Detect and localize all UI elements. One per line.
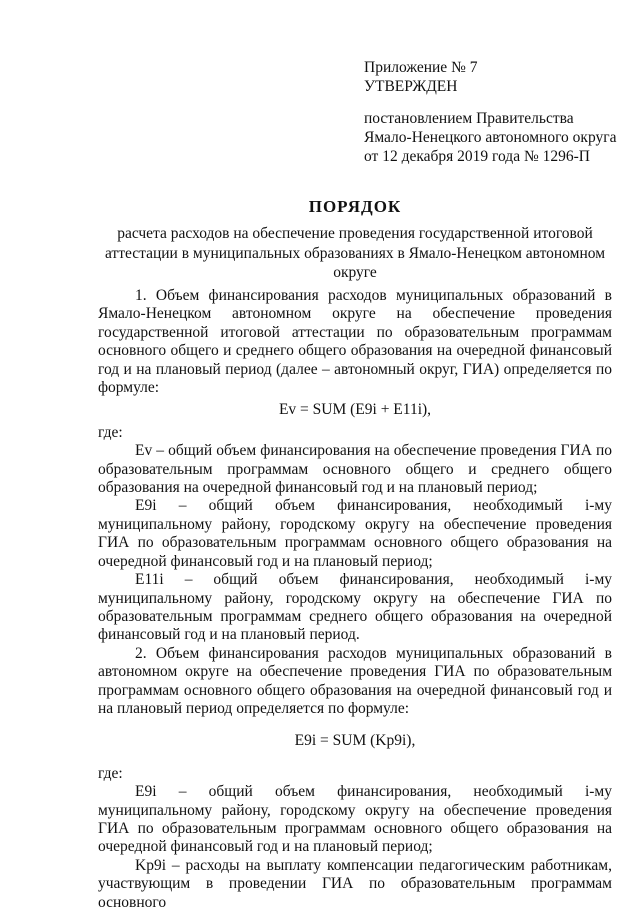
definition-e9i: E9i – общий объем финансирования, необходимый i-му муниципальному району, городскому округу на обеспечение проведения ГИА по образовательным программам основного общего образования на очередной финансовый год и на плановый период;: [98, 497, 612, 570]
definition-ev: Ev – общий объем финансирования на обеспечение проведения ГИА по образовательным программам основного общего и среднего общего образования на очередной финансовый год и на плановый период;: [98, 442, 612, 497]
approved-stamp: УТВЕРЖДЕН: [364, 78, 458, 95]
definition-e11i: E11i – общий объем финансирования, необходимый i-му муниципальному району, городскому округу на обеспечение ГИА по образовательным программам среднего общего образования на очередной финансовый год и на плановый период.: [98, 571, 612, 644]
paragraph-2: 2. Объем финансирования расходов муниципальных образований в автономном округе на обеспечение проведения ГИА по образовательным программам основного общего образования на очередной финансовый год и на плановый период определяется по формуле:: [98, 644, 612, 717]
where-label-1: где:: [98, 423, 123, 441]
definition-kp9i: Kp9i – расходы на выплату компенсации педагогическим работникам, участвующим в проведении ГИА по образовательным программам основного: [98, 856, 612, 911]
approval-block: [364, 58, 616, 166]
document-body: [98, 287, 612, 912]
where-label-2: где:: [98, 764, 123, 782]
resolution-line-1: постановлением Правительства: [364, 110, 574, 127]
paragraph-1: 1. Объем финансирования расходов муниципальных образований в Ямало-Ненецком автономном округе на обеспечение проведения государственной итоговой аттестации по образовательным программам основного общего и среднего общего образования на очередной финансовый год и на плановый период (далее – автономный округ, ГИА) определяется по формуле:: [98, 287, 612, 397]
formula-ev: Ev = SUM (E9i + E11i),: [278, 401, 432, 419]
title-block: [98, 196, 612, 283]
definition-e9i-2: E9i – общий объем финансирования, необходимый i-му муниципальному району, городскому округу на обеспечение проведения ГИА по образовательным программам основного общего образования на очередной финансовый год и на плановый период;: [98, 783, 612, 856]
document-subtitle: расчета расходов на обеспечение проведения государственной итоговой аттестации в муниципальных образованиях в Ямало-Ненецком автономном округе: [104, 225, 606, 281]
resolution-line-3: от 12 декабря 2019 года № 1296-П: [364, 148, 590, 165]
appendix-number: Приложение № 7: [364, 59, 478, 76]
formula-e9i: E9i = SUM (Kp9i),: [294, 732, 416, 750]
document-title: ПОРЯДОК: [308, 197, 402, 216]
resolution-line-2: Ямало-Ненецкого автономного округа: [364, 129, 617, 146]
